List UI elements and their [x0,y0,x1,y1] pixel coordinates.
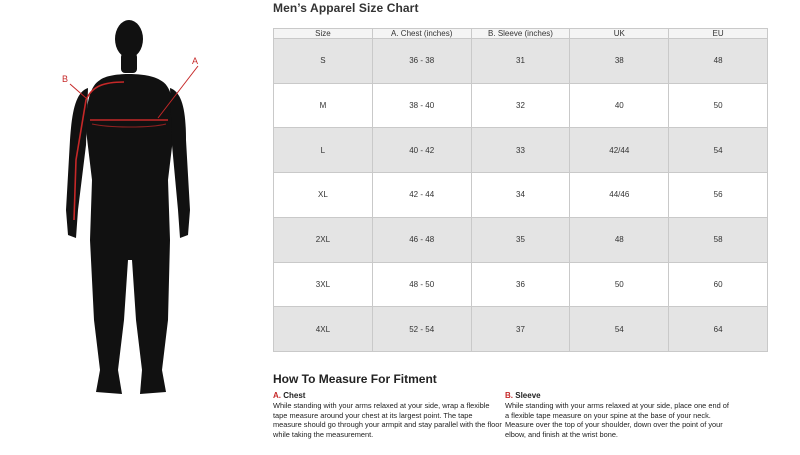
header-sleeve: B. Sleeve (inches) [471,29,570,39]
chest-instructions [273,391,503,439]
cell-eu: 60 [669,262,768,307]
cell-chest: 42 - 44 [372,173,471,218]
table-row [274,173,768,218]
cell-sleeve: 35 [471,217,570,262]
cell-eu: 50 [669,83,768,128]
table-row [274,307,768,352]
cell-sleeve: 31 [471,39,570,84]
chest-heading [273,391,503,401]
cell-sleeve: 33 [471,128,570,173]
cell-size: M [274,83,373,128]
cell-sleeve: 36 [471,262,570,307]
cell-size: 2XL [274,217,373,262]
body-silhouette-figure [40,20,260,410]
header-uk: UK [570,29,669,39]
cell-size: L [274,128,373,173]
cell-uk: 54 [570,307,669,352]
sleeve-name: Sleeve [515,391,541,400]
howto-title: How To Measure For Fitment [273,372,437,386]
cell-uk: 38 [570,39,669,84]
chest-name: Chest [283,391,306,400]
cell-eu: 58 [669,217,768,262]
cell-eu: 56 [669,173,768,218]
cell-chest: 46 - 48 [372,217,471,262]
page-title: Men’s Apparel Size Chart [273,1,419,15]
sleeve-text: While standing with your arms relaxed at your side, place one end of a flexible tape measure on your spine at the base of your neck. Measure over the top of your shoulder, down over the point of your elbow, and finish at the wrist bone. [505,401,729,439]
cell-chest: 38 - 40 [372,83,471,128]
cell-uk: 40 [570,83,669,128]
size-chart-table [273,28,768,352]
sleeve-instructions [505,391,735,439]
table-row [274,128,768,173]
cell-chest: 36 - 38 [372,39,471,84]
silhouette [66,20,190,394]
cell-size: 4XL [274,307,373,352]
header-eu: EU [669,29,768,39]
cell-chest: 52 - 54 [372,307,471,352]
label-a: A [192,56,199,66]
table-row [274,39,768,84]
cell-size: XL [274,173,373,218]
cell-uk: 48 [570,217,669,262]
cell-chest: 48 - 50 [372,262,471,307]
chest-text: While standing with your arms relaxed at your side, wrap a flexible tape measure around your chest at its largest point. The tape measure should go through your armpit and stay parallel with the floor while taking the measurement. [273,401,502,439]
cell-sleeve: 34 [471,173,570,218]
header-chest: A. Chest (inches) [372,29,471,39]
cell-sleeve: 32 [471,83,570,128]
chest-letter: A. [273,391,281,400]
cell-chest: 40 - 42 [372,128,471,173]
table-row [274,262,768,307]
cell-uk: 42/44 [570,128,669,173]
cell-eu: 48 [669,39,768,84]
table-row [274,83,768,128]
cell-uk: 50 [570,262,669,307]
cell-size: 3XL [274,262,373,307]
cell-eu: 64 [669,307,768,352]
cell-eu: 54 [669,128,768,173]
table-header-row [274,29,768,39]
sleeve-heading [505,391,735,401]
label-b: B [62,74,69,84]
cell-size: S [274,39,373,84]
table-row [274,217,768,262]
cell-uk: 44/46 [570,173,669,218]
cell-sleeve: 37 [471,307,570,352]
header-size: Size [274,29,373,39]
sleeve-letter: B. [505,391,513,400]
